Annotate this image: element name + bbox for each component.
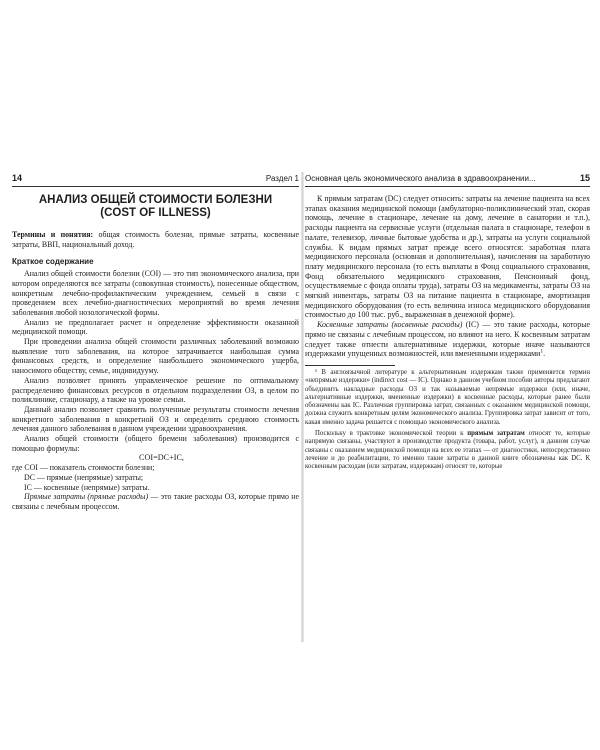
italic-term: Прямые затраты (прямые расходы) [24, 492, 149, 502]
terms-paragraph [12, 230, 299, 249]
footnote-bold-term: прямым затратам [467, 430, 525, 438]
formula-legend-coi: где COI — показатель стоимости болезни; [12, 463, 155, 473]
italic-term: Косвенные затраты (косвенные расходы) [317, 320, 463, 330]
running-header-right [305, 172, 590, 187]
page-number: 14 [12, 173, 23, 183]
chapter-title-line1: АНАЛИЗ ОБЩЕЙ СТОИМОСТИ БОЛЕЗНИ [38, 194, 273, 206]
left-page [12, 172, 299, 642]
formula-legend-ic: IC — косвенные (непрямые) затраты. [24, 482, 150, 492]
terms-label: Термины и понятия: [12, 230, 94, 239]
chapter-title-line2: (COST OF ILLNESS) [100, 207, 211, 219]
summary-heading: Краткое содержание [12, 257, 94, 267]
paragraph-text: (IC) — это такие расходы, которые прямо не связаны с лечебным процессом, но влияют на него. К косвенным затратам следует также отнести альтернативные издержки, которые иначе называются издержками упущенных возможностей, или вмененными издержками [305, 320, 590, 359]
paragraph: Анализ позволяет принять управленческое решение по оптимальному распределению финансовых ресурсов в отдельном подразделении ОЗ, в целом по поликлинике, стационару, а также на уровне семьи. [12, 375, 299, 405]
paragraph: Данный анализ позволяет сравнить полученные результаты стоимости лечения конкретного заболевания в конкретной ОЗ и определить среднюю стоимость лечения данного заболевания в данном учреждении здравоохранения. [12, 404, 299, 434]
paragraph: При проведении анализа общей стоимости различных заболеваний возможно выявление того заболевания, на которое затрачивается наибольшая сумма финансовых средств, и определение наибольшего экономического ущерба, наносимого обществу, семье, индивидууму. [12, 337, 299, 376]
right-page-body [305, 194, 590, 472]
footnote [305, 430, 590, 471]
formula-legend-dc: DC — прямые (непрямые) затраты; [24, 472, 144, 482]
footnote: ¹ В англоязычной литературе к альтернативным издержкам также применяется термин «непрямые издержки» (indirect cost — IC). Однако в данном учебном пособии авторы предлагают объединить накладные расходы ОЗ и так называемые непрямые издержки (или, иначе, альтернативные издержки, вмененные издержки) в косвенные расходы, которые ранее были обозначены как IC. Различная группировка затрат, связанных с оказанием медицинской помощи, должна служить конкретным целям экономического анализа. Группировка затрат зависит от того, какая именно задача решается с помощью экономического анализа. [305, 368, 590, 426]
page-number: 15 [579, 173, 590, 183]
paragraph: Анализ общей стоимости (общего бремени заболевания) производится с помощью формулы: [12, 434, 299, 453]
formula: COI=DC+IC, [139, 453, 184, 463]
paragraph: Анализ не предполагает расчет и определение эффективности оказанной медицинской помощи. [12, 317, 299, 337]
running-head-text: Основная цель экономического анализа в здравоохранении... [305, 174, 536, 183]
book-spread [12, 172, 590, 642]
footnote-marker: 1 [540, 348, 544, 355]
paragraph-text: — это такие расходы ОЗ, которые прямо не связаны с лечебным процессом. [12, 492, 299, 511]
chapter-title [12, 194, 299, 220]
terms-text: общая стоимость болезни, прямые затраты, косвенные затраты, ВВП, национальный доход. [12, 230, 299, 249]
running-head-text: Раздел 1 [265, 174, 299, 183]
paragraph: Косвенные затраты (косвенные расходы) (IC) — это такие расходы, которые прямо не связаны с лечебным процессом, но влияют на него. К косвенным затратам следует также отнести альтернативные издержки, которые иначе называются издержками упущенных возможностей, или вмененными издержками$^1$. [305, 320, 590, 359]
footnotes [305, 369, 590, 472]
paragraph [12, 492, 299, 511]
book-gutter [301, 172, 304, 642]
running-header-left [12, 172, 299, 187]
left-page-body [12, 194, 299, 512]
footnote-rule [305, 365, 395, 366]
footnote-text: относят те, которые напрямую связаны, участвуют в производстве продукта (товара, работ, услуг), в данном случае связаны с оказанием медицинской помощи на всех ее этапах — от диагностики, непосредственно лечение и до реабилитации, то именно такие затраты в данной книге обозначены как DC. К косвенным расходам (или затратам, издержкам) относят те, которые [305, 430, 590, 471]
footnote-text: Поскольку в трактовке экономической теории к [315, 430, 468, 438]
paragraph: Анализ общей стоимости болезни (COI) — это тип экономического анализа, при котором определяются все затраты (совокупная стоимость), понесенные обществом, конкретным лечебно-профилактическим учреждением, семьей в связи с проведением всех лечебно-диагностических мероприятий во время лечения заболевания любой нозологической формы. [12, 269, 299, 317]
paragraph: К прямым затратам (DC) следует относить: затраты на лечение пациента на всех этапах оказания медицинской помощи (амбулаторно-поликлинический этап, скорая помощь, лечение в стационаре, лечение на дому, лечение в санатории и т.п.), расходы пациента на сервисные услуги (отдельная палата в стационаре, телефон в палате, телевизор, личные бытовые удобства и др.), затраты на услуги социальной службы. К видам прямых затрат прежде всего относятся: заработная плата медицинского персонала (основная и дополнительная), начисления на заработную плату медицинского персонала (то есть выплаты в Фонд социального страхования, Фонд обязательного медицинского страхования, Пенсионный фонд, осуществляемые с фонда оплаты труда), затраты ОЗ на медикаменты, затраты ОЗ на мягкий инвентарь, затраты ОЗ на питание пациента в стационаре, амортизация медицинского оборудования (то есть величина износа медицинского оборудования стоимостью до 100 тыс. руб., выраженная в денежной форме). [305, 194, 590, 320]
right-page [305, 172, 590, 642]
